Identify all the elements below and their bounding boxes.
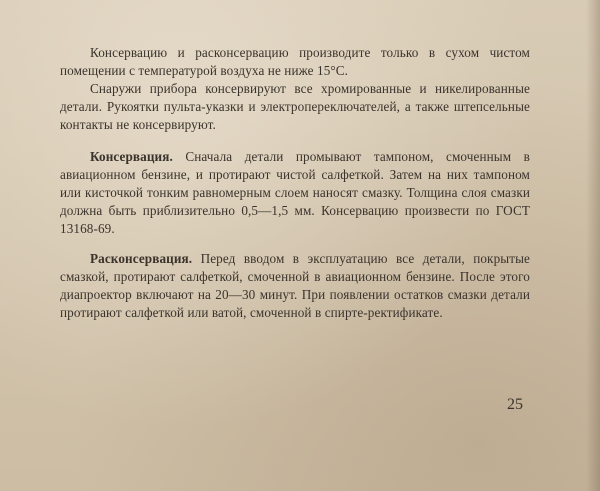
paragraph-text: Перед вводом в эксплуатацию все детали, покрытые смазкой, протирают салфеткой, смоченной в авиационном бензине. После этого диапроектор включают на 20—30 минут. При появлении остатков смазки детали протирают салфеткой или ватой, смоченной в спирте-ректификате. (60, 251, 530, 320)
paragraph-text: Консервацию и расконсервацию производите только в сухом чистом помещении с температурой воздуха не ниже 15°С. (60, 45, 530, 78)
paragraph-conditions (60, 44, 530, 80)
paragraph-lead: Консервация. (90, 149, 173, 164)
paragraph-lead: Расконсервация. (90, 251, 193, 266)
paragraph-text: Снаружи прибора консервируют все хромированные и никелированные детали. Рукоятки пульта-указки и электропереключателей, а также штепсельные контакты не консервируют. (60, 81, 530, 132)
paragraph-conservation (60, 148, 530, 238)
paragraph-deconservation (60, 250, 530, 322)
page-number: 25 (507, 396, 523, 413)
paragraph-exterior (60, 80, 530, 134)
page-text (60, 44, 530, 322)
page-edge-shadow (586, 0, 600, 491)
paragraph-text: Сначала детали промывают тампоном, смоченным в авиационном бензине, и протирают чистой салфеткой. Затем на них тампоном или кисточкой тонким равномерным слоем наносят смазку. Толщина слоя смазки должна быть приблизительно 0,5—1,5 мм. Консервацию произвести по ГОСТ 13168-69. (60, 149, 530, 236)
